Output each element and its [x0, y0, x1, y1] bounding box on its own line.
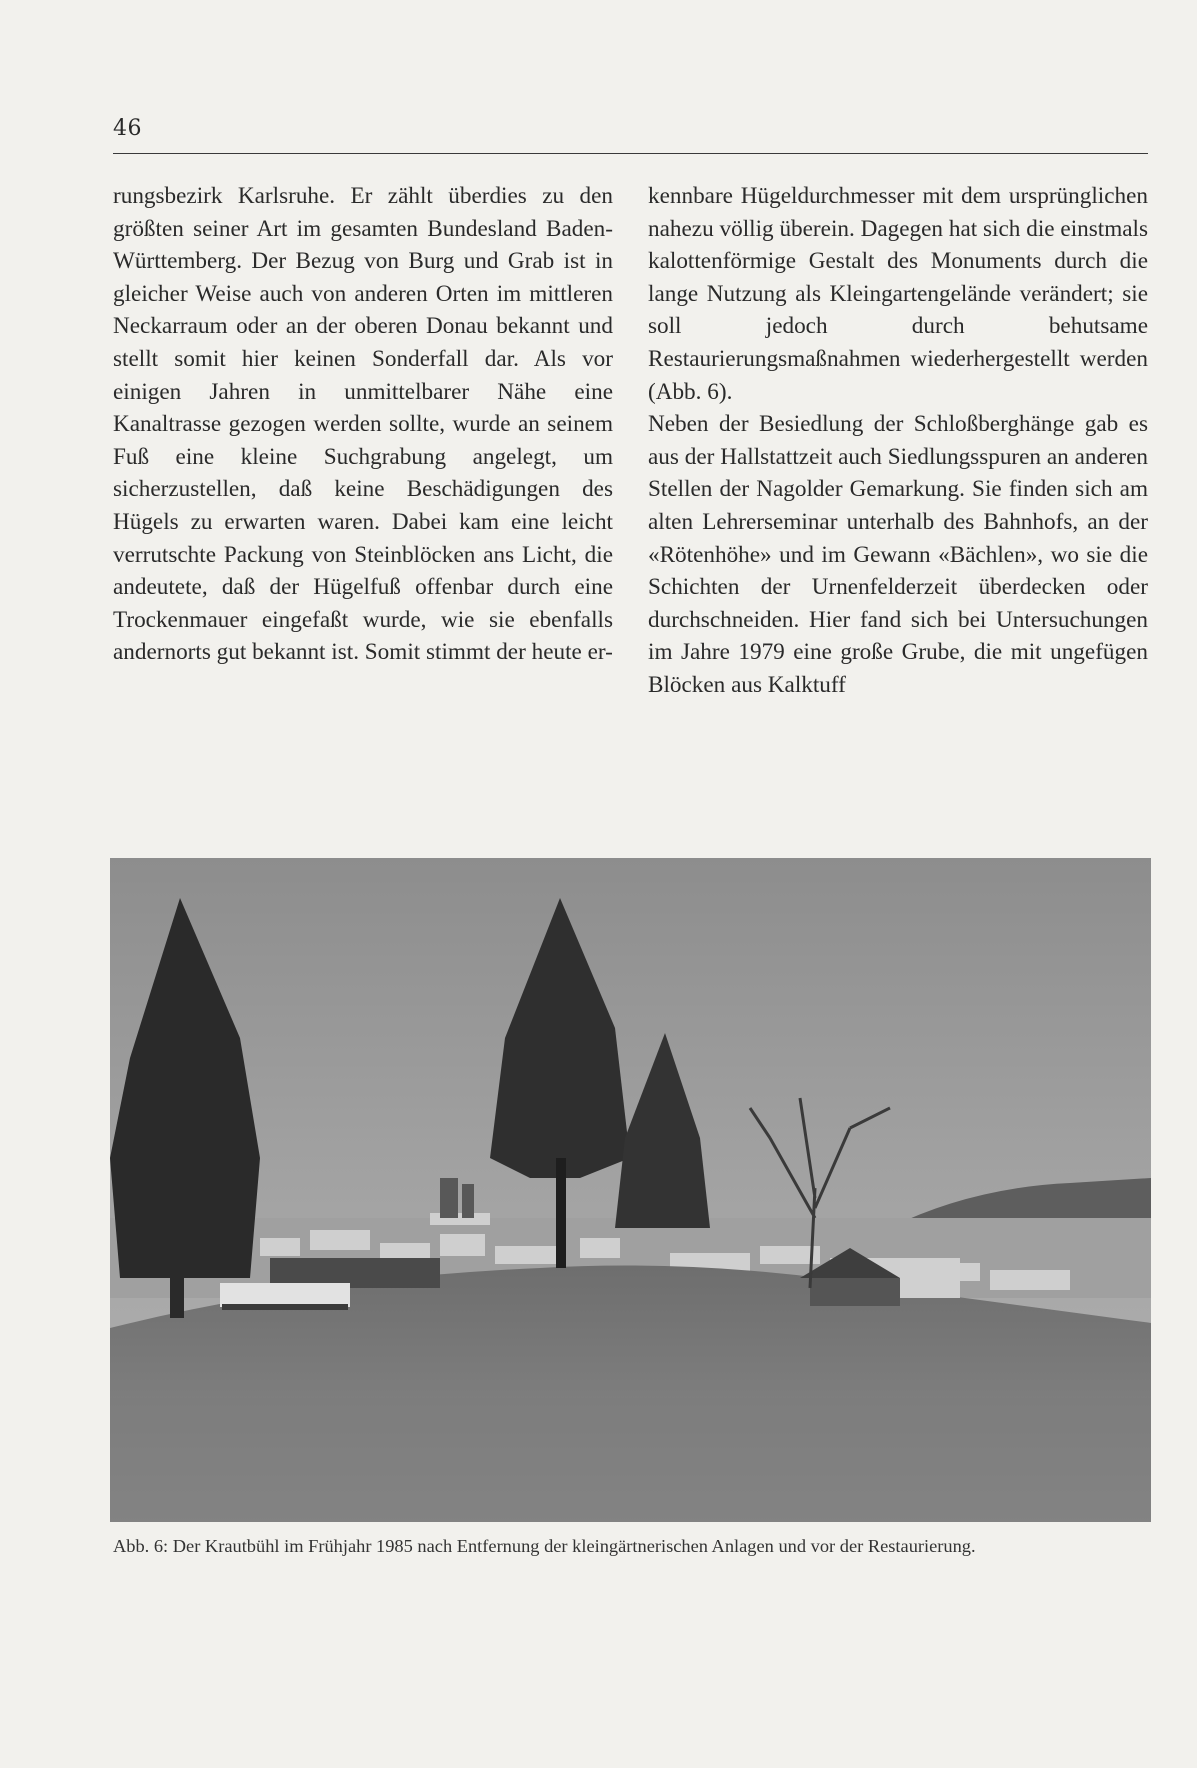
- page-number: 46: [113, 116, 142, 141]
- landscape-photo: [110, 858, 1151, 1522]
- figure-caption: Abb. 6: Der Krautbühl im Frühjahr 1985 nach Entfernung der kleingärtnerischen Anlagen und vor der Restaurierung.: [113, 1536, 976, 1556]
- paragraph: Neben der Besiedlung der Schloßberghänge gab es aus der Hallstattzeit auch Siedlungsspuren an anderen Stellen der Nagolder Gemarkung. Sie finden sich am alten Lehrerseminar unterhalb des Bahnhofs, an der «Rötenhöhe» und im Gewann «Bächlen», wo sie die Schichten der Urnenfelderzeit überdecken oder durchschneiden. Hier fand sich bei Untersuchungen im Jahre 1979 eine große Grube, die mit ungefügen Blöcken aus Kalktuff: [648, 411, 1148, 698]
- paragraph: kennbare Hügeldurchmesser mit dem ursprünglichen nahezu völlig überein. Dagegen hat sich die einstmals kalottenförmige Gestalt des Monuments durch die lange Nutzung als Kleingartengelände verändert; sie soll jedoch durch behutsame Restaurierungsmaßnahmen wiederhergestellt werden (Abb. 6).: [648, 183, 1148, 405]
- header-rule: [113, 153, 1148, 154]
- paragraph: rungsbezirk Karlsruhe. Er zählt überdies zu den größten seiner Art im gesamten Bundesland Baden-Württemberg. Der Bezug von Burg und Grab ist in gleicher Weise auch von anderen Orten im mittleren Neckarraum oder an der oberen Donau bekannt und stellt somit hier keinen Sonderfall dar. Als vor einigen Jahren in unmittelbarer Nähe eine Kanaltrasse gezogen werden sollte, wurde an seinem Fuß eine kleine Suchgrabung angelegt, um sicherzustellen, daß keine Beschädigungen des Hügels zu erwarten waren. Dabei kam eine leicht verrutschte Packung von Steinblöcken ans Licht, die andeutete, daß der Hügelfuß offenbar durch eine Trockenmauer eingefaßt wurde, wie sie ebenfalls andernorts gut bekannt ist. Somit stimmt der heute er-: [113, 183, 613, 666]
- text-column-left: [113, 180, 613, 669]
- text-column-right: [648, 180, 1148, 702]
- figure-photo: [110, 858, 1151, 1522]
